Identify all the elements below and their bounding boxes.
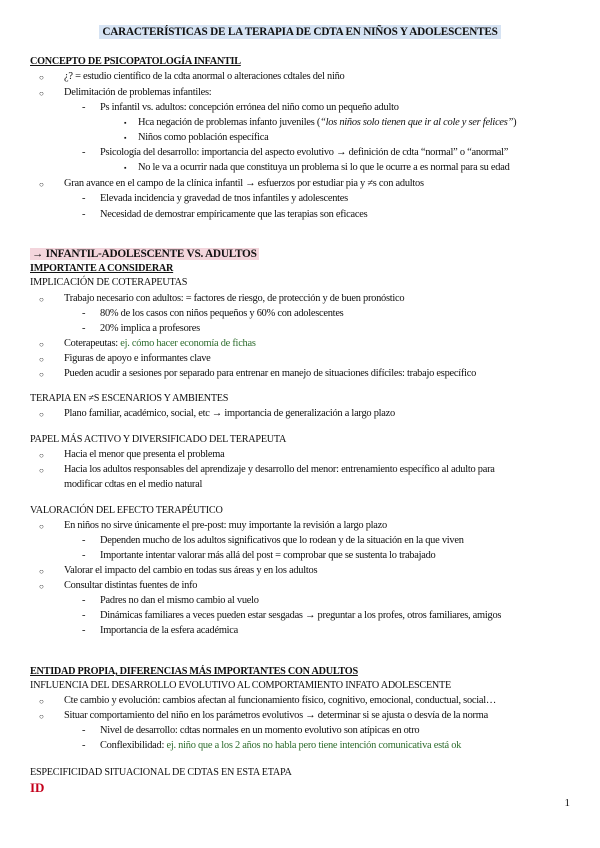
title-text: CARACTERÍSTICAS DE LA TERAPIA DE CDTA EN NIÑOS Y ADOLESCENTES (99, 25, 500, 39)
dash-item: - Ps infantil vs. adultos: concepción errónea del niño como un pequeño adulto (100, 101, 399, 114)
dash-item: - 80% de los casos con niños pequeños y 60% con adolescentes (100, 307, 343, 320)
heading-text: INFANTIL-ADOLESCENTE VS. ADULTOS (45, 248, 257, 260)
caption: VALORACIÓN DEL EFECTO TERAPÉUTICO (30, 505, 223, 516)
bullet: ○ Gran avance en el campo de la clínica infantil → esfuerzos por estudiar pia y ≠s con adultos (64, 177, 424, 190)
label: Coterapeutas: (64, 338, 121, 349)
dash-item: - Dinámicas familiares a veces pueden estar sesgadas → preguntar a los profes, otros familiares, amigos (100, 609, 501, 622)
arrow: → (32, 248, 46, 260)
caption: INFLUENCIA DEL DESARROLLO EVOLUTIVO AL COMPORTAMIENTO INFATO ADOLESCENTE (30, 680, 451, 691)
bullet: ○ Hacia los adultos responsables del aprendizaje y desarrollo del menor: entrenamiento específico al adulto para (64, 463, 495, 476)
bullet: ○ En niños no sirve únicamente el pre-post: muy importante la revisión a largo plazo (64, 519, 387, 532)
bullet: ○ Figuras de apoyo e informantes clave (64, 352, 211, 365)
highlighted-heading (30, 248, 259, 260)
dash-item: - Padres no dan el mismo cambio al vuelo (100, 594, 259, 607)
bullet: ○ Plano familiar, académico, social, etc → importancia de generalización a largo plazo (64, 407, 395, 420)
dash-item: - Elevada incidencia y gravedad de tnos infantiles y adolescentes (100, 192, 348, 205)
bullet: ○ Valorar el impacto del cambio en todas sus áreas y en los adultos (64, 564, 317, 577)
example: ej. cómo hacer economía de fichas (120, 338, 256, 349)
bullet: ○ ¿? = estudio científico de la cdta anormal o alteraciones cdtales del niño (64, 70, 345, 83)
section-heading-concepto: CONCEPTO DE PSICOPATOLOGÍA INFANTIL (30, 56, 241, 67)
dash-item: - Psicología del desarrollo: importancia del aspecto evolutivo → definición de cdta “normal” o “anormal” (100, 146, 508, 159)
square-item: ▪ Niños como población específica (138, 131, 268, 144)
label: Conflexibilidad: (100, 740, 167, 751)
bullet-continuation: modificar cdtas en el medio natural (64, 479, 203, 490)
dash-item: - Necesidad de demostrar empíricamente que las terapias son eficaces (100, 208, 367, 221)
section-heading-entidad: ENTIDAD PROPIA, DIFERENCIAS MÁS IMPORTANTES CON ADULTOS (30, 666, 358, 677)
bullet: ○ Consultar distintas fuentes de info (64, 579, 197, 592)
caption: TERAPIA EN ≠S ESCENARIOS Y AMBIENTES (30, 393, 229, 404)
id-label: ID (30, 780, 45, 795)
dash-item (100, 739, 461, 752)
bullet: ○ Cte cambio y evolución: cambios afectan al funcionamiento físico, cognitivo, emocional, conductual, social… (64, 694, 496, 707)
bullet: ○ Trabajo necesario con adultos: = factores de riesgo, de protección y de buen pronóstico (64, 292, 404, 305)
dash-item: - Dependen mucho de los adultos significativos que lo rodean y de la situación en la que viven (100, 534, 464, 547)
bullet: ○ Situar comportamiento del niño en los parámetros evolutivos → determinar si se ajusta o desvía de la norma (64, 709, 488, 722)
caption: ESPECIFICIDAD SITUACIONAL DE CDTAS EN ESTA ETAPA (30, 767, 292, 778)
section-heading-infantil (30, 248, 259, 261)
dash-item: - Importante intentar valorar más allá del post = comprobar que se sustenta lo trabajado (100, 549, 436, 562)
bullet: ○ Hacia el menor que presenta el problema (64, 448, 224, 461)
dash-item: - 20% implica a profesores (100, 322, 200, 335)
square-item: ▪ No le va a ocurrir nada que constituya un problema si lo que le ocurre a es normal para su edad (138, 161, 510, 174)
square-item (138, 116, 516, 129)
dash-item: - Nivel de desarrollo: cdtas normales en un momento evolutivo son atípicas en otro (100, 724, 419, 737)
subheading: IMPORTANTE A CONSIDERAR (30, 263, 174, 274)
bullet: ○ Pueden acudir a sesiones por separado para entrenar en manejo de situaciones difíciles: trabajo específico (64, 367, 476, 380)
bullet (64, 337, 256, 350)
text: Hca negación de problemas infanto juveniles ( (138, 117, 321, 128)
text: ) (513, 117, 517, 128)
caption: IMPLICACIÓN DE COTERAPEUTAS (30, 277, 188, 288)
example: ej. niño que a los 2 años no habla pero tiene intención comunicativa está ok (166, 740, 462, 751)
page-number: 1 (564, 797, 570, 809)
dash-item: - Importancia de la esfera académica (100, 624, 238, 637)
caption: PAPEL MÁS ACTIVO Y DIVERSIFICADO DEL TERAPEUTA (30, 434, 287, 445)
page-title (0, 26, 600, 38)
bullet: ○ Delimitación de problemas infantiles: (64, 86, 211, 99)
quote: “los niños solo tienen que ir al cole y ser felices” (320, 117, 514, 128)
